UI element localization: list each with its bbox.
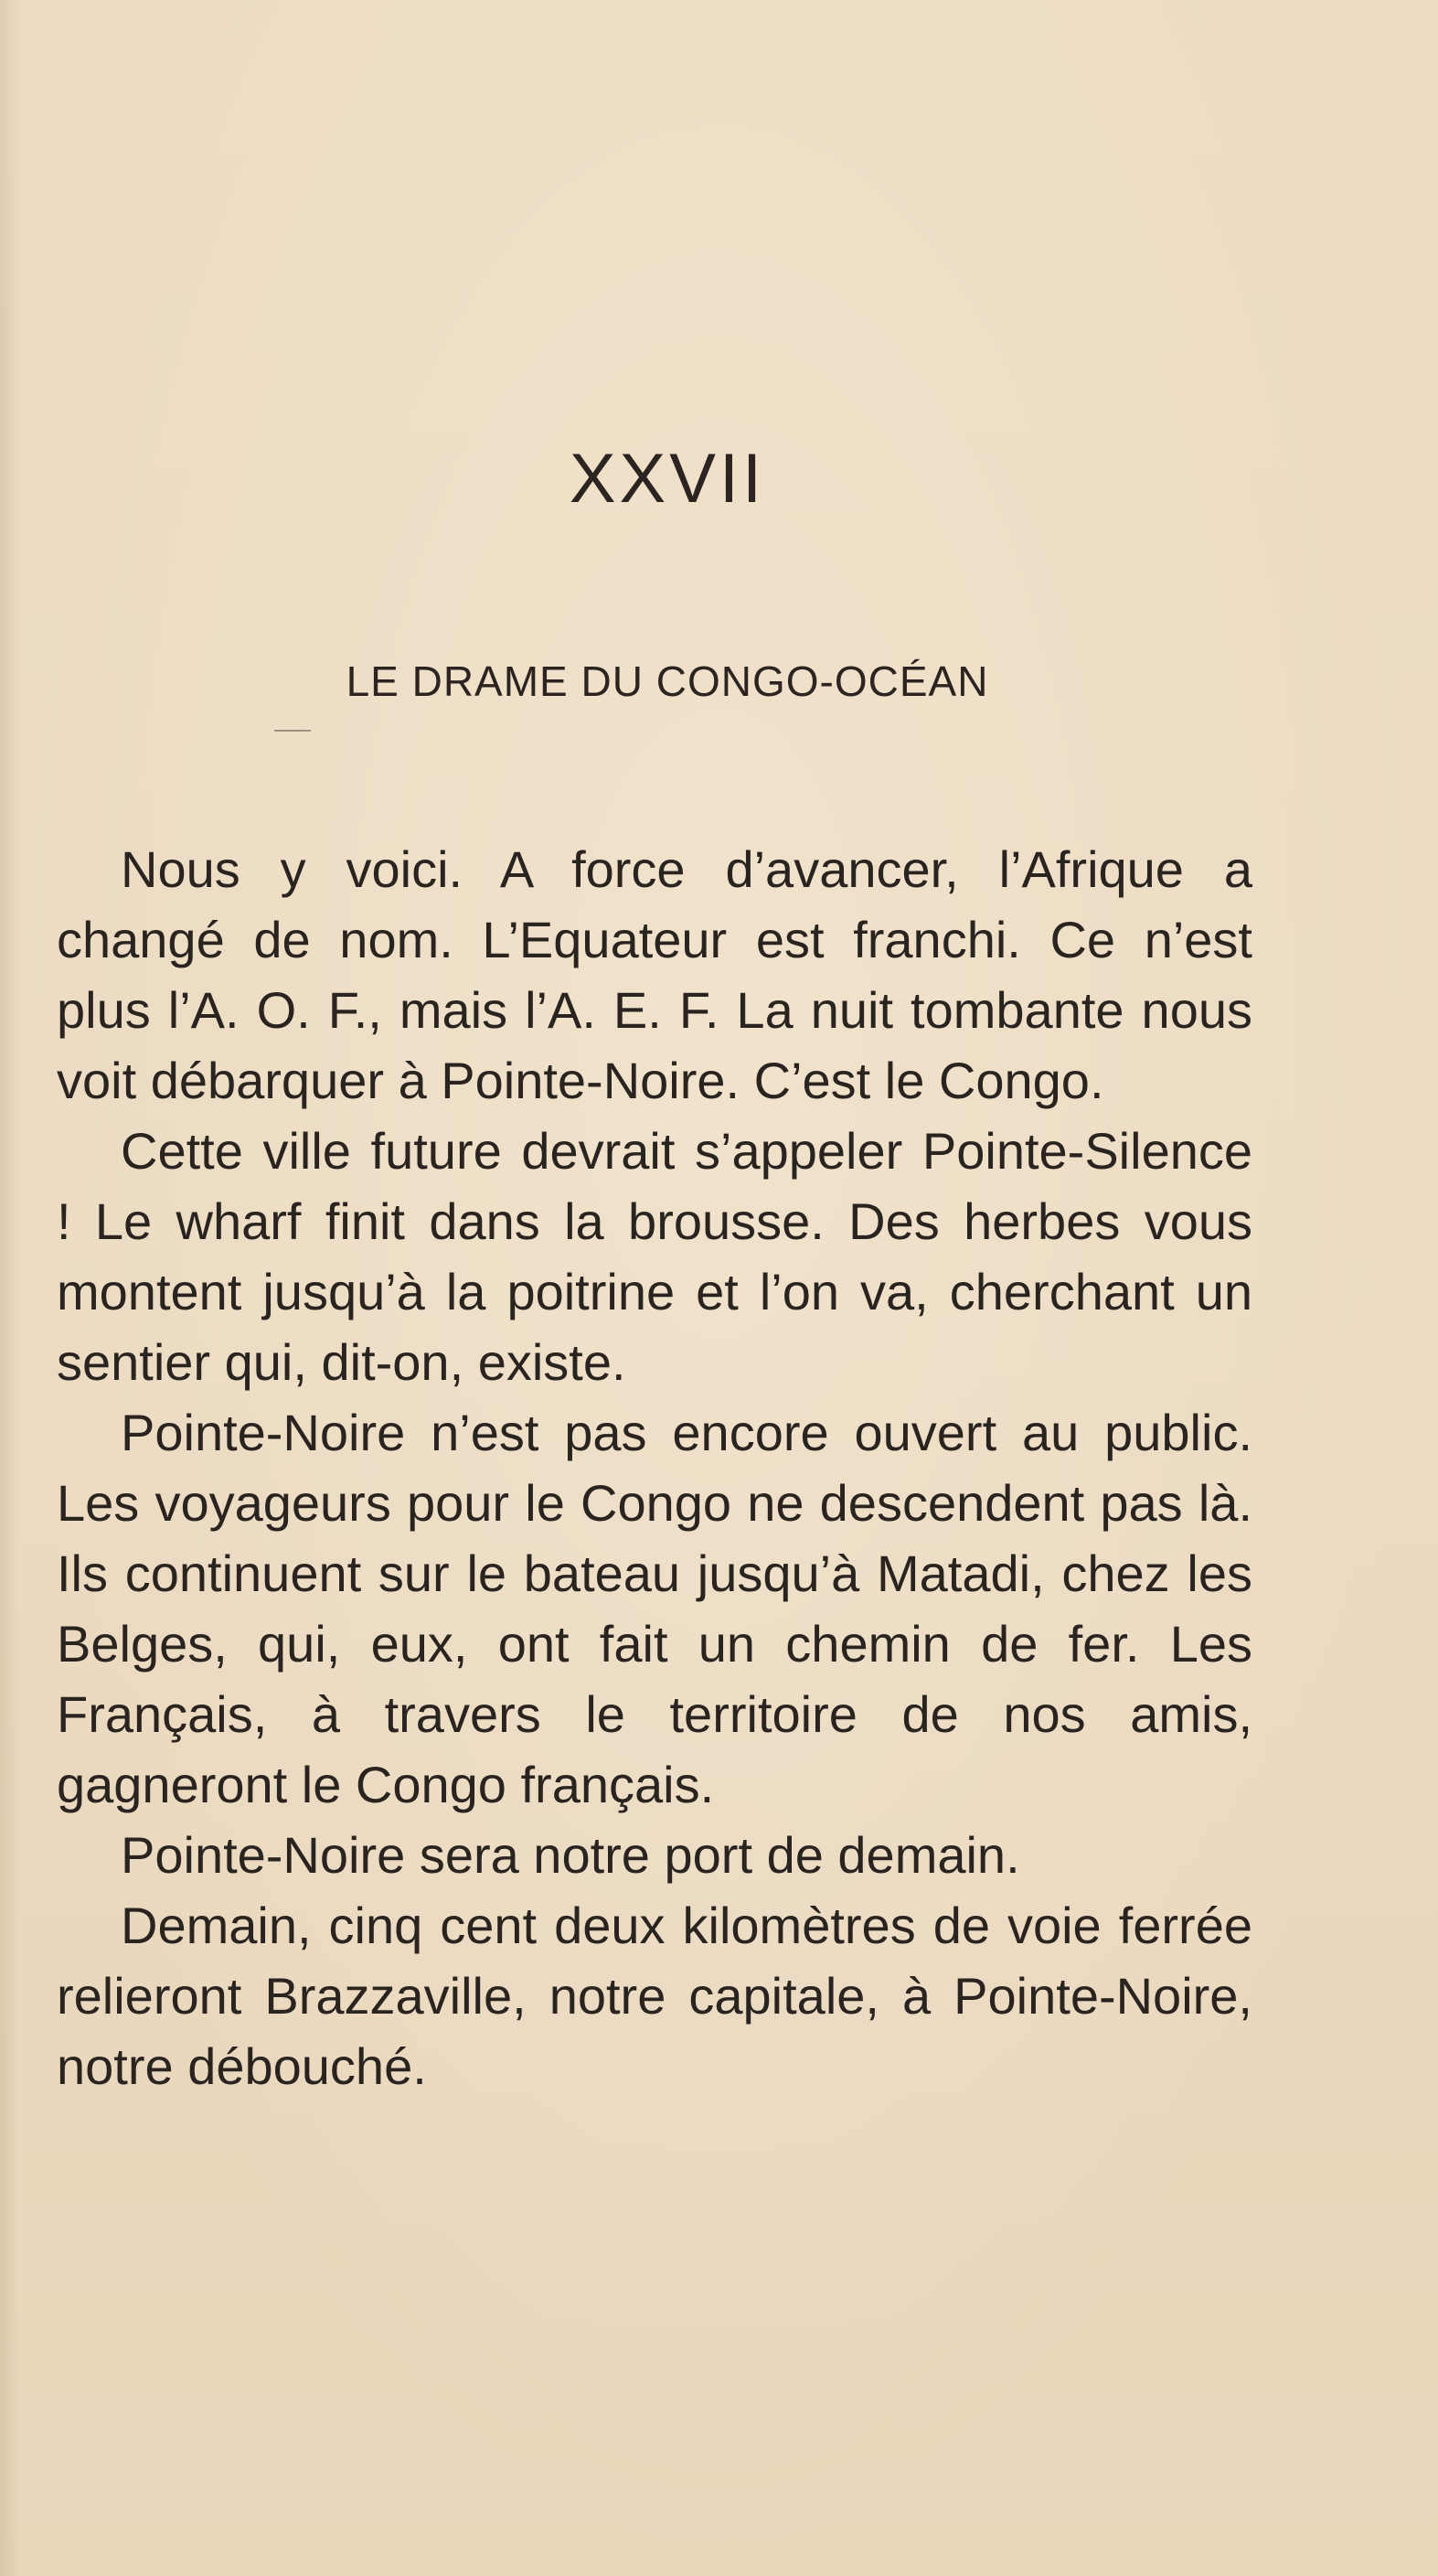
paragraph: Pointe-Noire sera notre port de demain. <box>121 1826 1020 1884</box>
title-ornament <box>274 730 311 741</box>
paragraph: Nous y voici. A force d’avancer, l’Afrique a changé de nom. L’Equateur est franchi. Ce n’est plus l’A. O. F., mais l’A. E. F. La nuit tombante nous voit débarquer à Pointe-Noire. C’est le Congo. <box>57 840 1252 1109</box>
paragraph: Pointe-Noire n’est pas encore ouvert au public. Les voyageurs pour le Congo ne descendent pas là. Ils continuent sur le bateau jusqu’à Matadi, chez les Belges, qui, eux, ont fait un chemin de fer. Les Français, à travers le territoire de nos amis, gagneront le Congo français. <box>57 1404 1252 1813</box>
chapter-number: XXVII <box>569 440 766 518</box>
chapter-body <box>57 834 1252 2101</box>
paragraph: Demain, cinq cent deux kilomètres de voie ferrée relieront Brazzaville, notre capitale, à Pointe-Noire, notre débouché. <box>57 1897 1252 2095</box>
chapter-title: LE DRAME DU CONGO-OCÉAN <box>346 657 989 705</box>
paragraph: Cette ville future devrait s’appeler Pointe-Silence ! Le wharf finit dans la brousse. Des herbes vous montent jusqu’à la poitrine et l’on va, cherchant un sentier qui, dit-on, existe. <box>57 1122 1252 1391</box>
page-gutter-shadow <box>0 0 20 2576</box>
